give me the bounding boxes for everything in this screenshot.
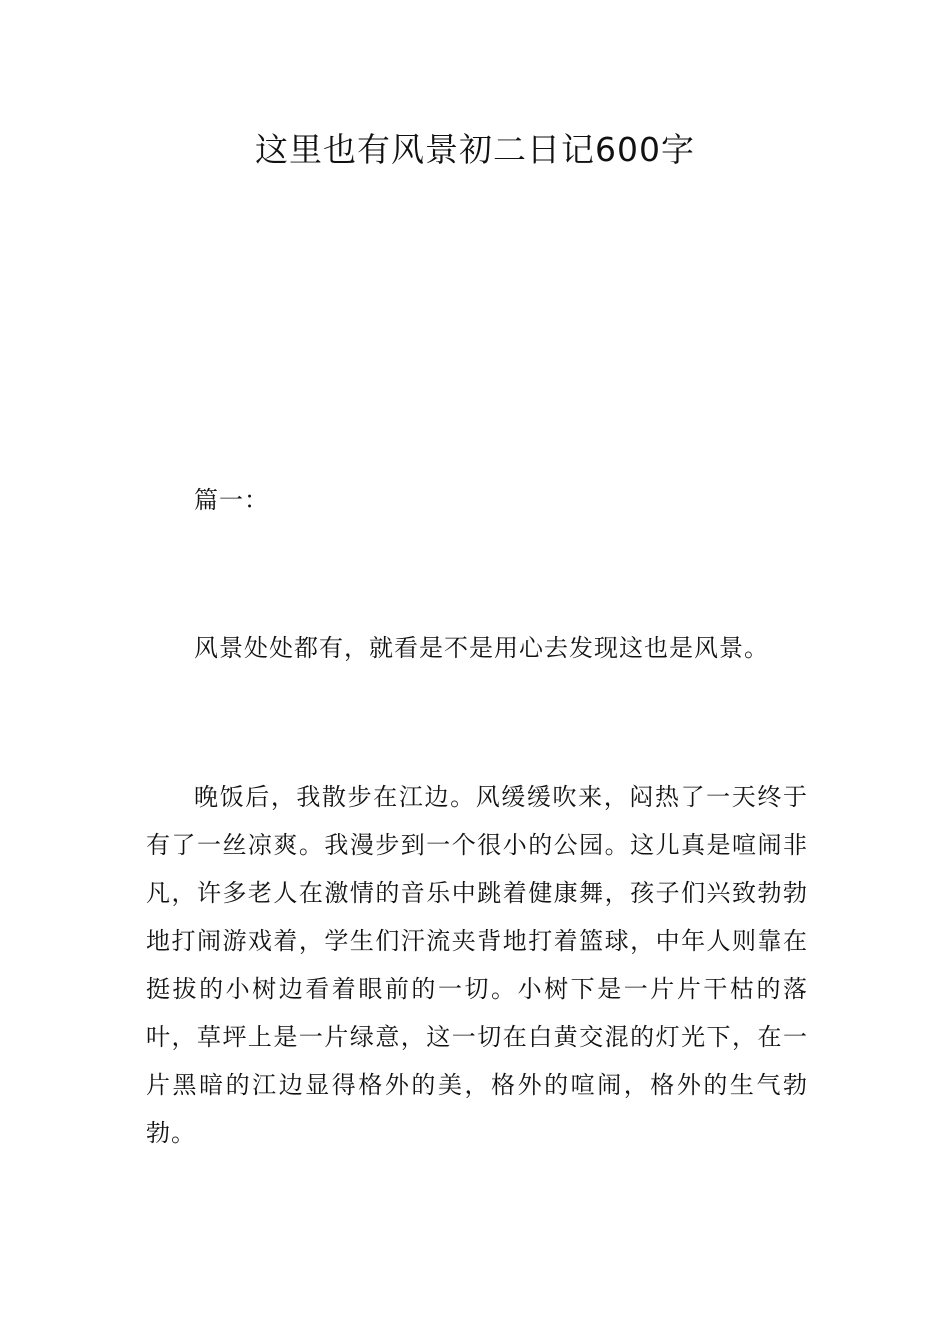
document-title: 这里也有风景初二日记600字: [255, 130, 695, 169]
section-heading: 篇一：: [194, 486, 269, 514]
paragraph-body: 晚饭后，我散步在江边。风缓缓吹来，闷热了一天终于有了一丝凉爽。我漫步到一个很小的公园。这儿真是喧闹非凡，许多老人在激情的音乐中跳着健康舞，孩子们兴致勃勃地打闹游戏着，学生们汗流夹背地打着篮球，中年人则靠在挺拔的小树边看着眼前的一切。小树下是一片片干枯的落叶，草坪上是一片绿意，这一切在白黄交混的灯光下，在一片黑暗的江边显得格外的美，格外的喧闹，格外的生气勃勃。: [146, 783, 808, 1147]
paragraph-intro: 风景处处都有，就看是不是用心去发现这也是风景。: [194, 634, 769, 662]
